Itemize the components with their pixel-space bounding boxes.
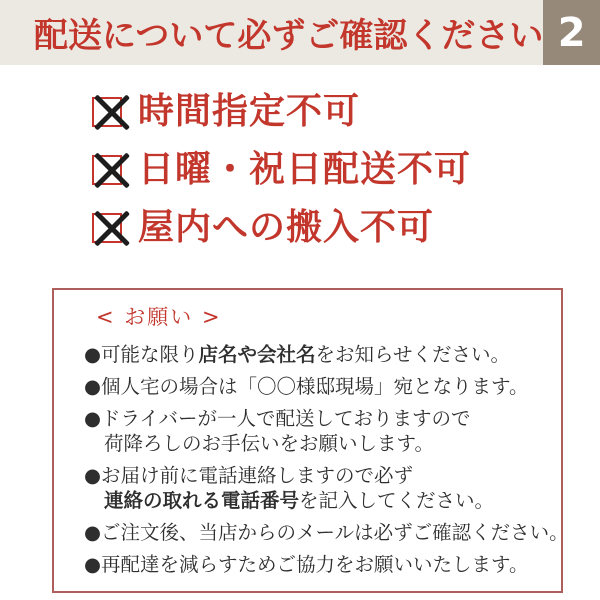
checklist-item-no-sunday-holiday-delivery — [92, 151, 600, 189]
checklist-item-no-indoor-carry-in — [92, 209, 600, 247]
text-segment: ●再配達を減らすためご協力をお願いいたします。 — [84, 553, 529, 576]
checklist-item-label: 日曜・祝日配送不可 — [138, 149, 472, 190]
request-line — [84, 463, 549, 488]
checklist-item-label: 時間指定不可 — [138, 91, 361, 132]
text-segment: をお知らせください。 — [315, 343, 510, 366]
request-line — [84, 342, 549, 367]
text-segment: ●ドライバーが一人で配送しておりますので — [84, 407, 471, 430]
page-title: 配送について必ずご確認ください — [34, 16, 544, 56]
text-segment-bold: 連絡の取れる電話番号 — [104, 489, 300, 512]
request-notes-box — [52, 288, 569, 593]
request-line-continuation — [84, 431, 549, 456]
checklist-item-label: 屋内への搬入不可 — [138, 207, 435, 248]
crossed-checkbox-icon — [92, 213, 122, 243]
crossed-checkbox-icon — [92, 155, 122, 185]
checklist-item-no-time-specification — [92, 93, 600, 131]
crossed-checkbox-icon — [92, 97, 122, 127]
request-line — [84, 374, 549, 399]
request-line — [84, 552, 549, 577]
text-segment-bold: 店名や会社名 — [198, 343, 316, 366]
request-box-title: < お願い > — [96, 305, 222, 329]
text-segment: ●ご注文後、当店からのメールは必ずご確認ください。 — [84, 521, 569, 544]
request-line-continuation — [84, 488, 549, 513]
request-line — [84, 406, 549, 431]
text-segment: 荷降ろしのお手伝いをお願いします。 — [104, 432, 434, 455]
text-segment: を記入してください。 — [299, 489, 495, 512]
text-segment: ●お届け前に電話連絡しますので必ず — [84, 464, 414, 487]
delivery-restrictions-checklist — [0, 65, 600, 247]
text-segment: ●可能な限り — [84, 343, 199, 366]
header-bar — [0, 0, 600, 65]
text-segment: ●個人宅の場合は「〇〇様邸現場」宛となります。 — [84, 375, 529, 398]
page-number-badge — [543, 0, 600, 65]
page-number: 2 — [557, 9, 586, 56]
request-line — [84, 520, 569, 545]
